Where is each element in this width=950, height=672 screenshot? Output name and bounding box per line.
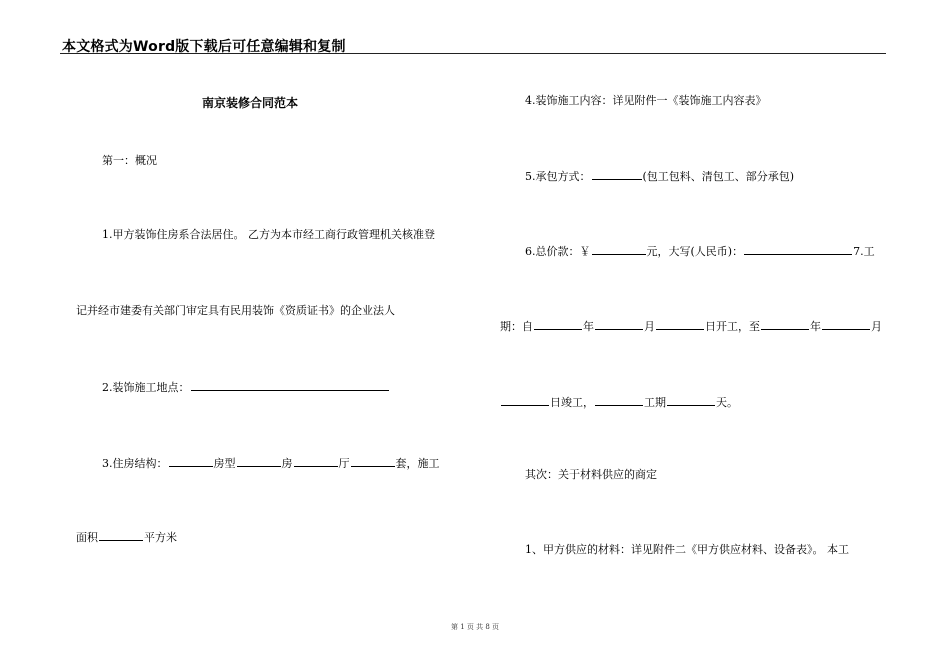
paragraph-2-site [102,379,390,395]
contract-method-label: 5.承包方式： [525,170,591,183]
price-uppercase-blank[interactable] [744,243,852,255]
section-heading-overview: 第一：概况 [102,154,157,167]
end-month-unit: 月 [871,320,882,333]
duration-label: 工期 [644,396,666,409]
area-blank[interactable] [99,529,143,541]
contract-method-options: (包工包料、清包工、部分承包) [642,170,795,183]
structure-unit-4: 套，施工 [395,457,440,470]
start-day-unit: 日开工，至 [705,320,760,333]
price-tail: 7.工 [853,245,875,258]
duration-blank[interactable] [667,394,715,406]
end-day-blank[interactable] [501,394,549,406]
structure-blank-1[interactable] [169,455,213,467]
duration-unit: 天。 [716,396,738,409]
structure-unit-2: 房 [281,457,293,470]
paragraph-1-line-1: 1.甲方装饰住房系合法居住。 乙方为本市经工商行政管理机关核准登 [102,228,435,241]
paragraph-1-line-2: 记并经市建委有关部门审定具有民用装饰《资质证书》的企业法人 [76,304,395,317]
site-label: 2.装饰施工地点： [102,381,190,394]
paragraph-5-contract-method [525,168,794,184]
download-banner: 本文格式为Word版下载后可任意编辑和复制 [62,39,346,55]
structure-blank-2[interactable] [237,455,281,467]
start-month-blank[interactable] [595,318,643,330]
paragraph-3-structure [102,455,440,471]
price-label: 6.总价款：￥ [525,245,591,258]
price-blank[interactable] [592,243,646,255]
document-title: 南京装修合同范本 [202,96,299,110]
paragraph-7-period-line-1 [500,318,882,334]
start-year-unit: 年 [583,320,594,333]
paragraph-6-price [525,243,875,259]
structure-blank-4[interactable] [351,455,395,467]
banner-divider [60,53,886,54]
area-unit: 平方米 [144,531,177,544]
end-month-blank[interactable] [822,318,870,330]
structure-label: 3.住房结构： [102,457,168,470]
end-year-blank[interactable] [761,318,809,330]
structure-blank-3[interactable] [294,455,338,467]
structure-unit-3: 厅 [338,457,350,470]
paragraph-8-materials: 1、甲方供应的材料：详见附件二《甲方供应材料、设备表》。 本工 [525,543,849,556]
paragraph-7-period-line-2 [500,394,738,410]
price-uppercase-label: 元，大写(人民币)： [646,245,744,258]
period-label: 期：自 [500,320,533,333]
site-blank[interactable] [191,379,389,391]
paragraph-4-content: 4.装饰施工内容：详见附件一《装饰施工内容表》 [525,94,767,107]
duration-pre-blank[interactable] [595,394,643,406]
section-heading-materials: 其次：关于材料供应的商定 [525,468,657,481]
start-month-unit: 月 [644,320,655,333]
paragraph-3-area [76,529,177,545]
structure-unit-1: 房型 [213,457,236,470]
end-day-unit: 日竣工， [550,396,594,409]
start-year-blank[interactable] [534,318,582,330]
start-day-blank[interactable] [656,318,704,330]
page-number: 第 1 页 共 8 页 [450,623,500,631]
area-label: 面积 [76,531,98,544]
end-year-unit: 年 [810,320,821,333]
contract-method-blank[interactable] [592,168,642,180]
